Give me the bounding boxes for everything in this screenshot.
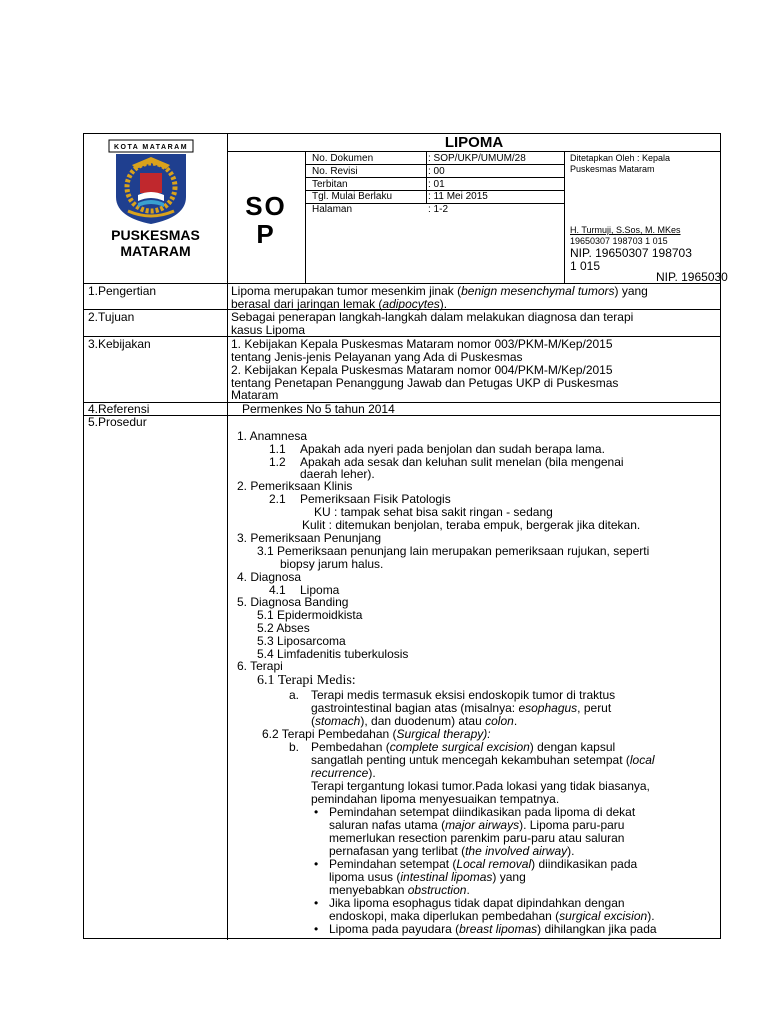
prosedur-pemeriksaan-klinis: 2. Pemeriksaan Klinis <box>237 479 353 493</box>
text-span: complete surgical excision <box>389 740 530 754</box>
prosedur-4-1: Lipoma <box>300 583 340 597</box>
prosedur-1-2-num: 1.2 <box>269 455 286 469</box>
meta-divider <box>564 151 565 283</box>
text-span: ). <box>439 297 448 311</box>
text-span: lipoma usus ( <box>329 870 401 884</box>
prosedur-6-1-a-line1: Terapi medis termasuk eksisi endoskopik tumor di traktus <box>311 688 616 702</box>
text-span: Local removal <box>456 857 532 871</box>
text-span: pernafasan yang terlibat ( <box>329 844 466 858</box>
prosedur-5-2: 5.2 Abses <box>257 621 310 635</box>
text-span: surgical excision <box>559 909 648 923</box>
prosedur-6-2-b-line4: Terapi tergantung lokasi tumor.Pada lokasi yang tidak biasanya, <box>311 779 650 793</box>
text-span: saluran nafas utama ( <box>329 818 446 832</box>
text-span: gastrointestinal bagian atas (misalnya: <box>311 701 519 715</box>
prosedur-1-1: Apakah ada nyeri pada benjolan dan sudah berapa lama. <box>300 442 605 456</box>
meta-value-terbitan: : 01 <box>428 179 445 190</box>
sop-divider <box>305 151 306 283</box>
bullet-1-line1: • Pemindahan setempat diindikasikan pada lipoma di dekat <box>329 806 635 819</box>
text-span: ) dihilangkan jika pada <box>537 922 657 936</box>
prosedur-kulit: Kulit : ditemukan benjolan, teraba empuk, bergerak jika ditekan. <box>302 518 641 532</box>
signatory-name: H. Turmuji, S.Sos, M. MKes <box>570 225 681 235</box>
kebijakan-line5: Mataram <box>231 388 279 402</box>
text-span: endoskopi, maka diperlukan pembedahan ( <box>329 909 560 923</box>
prosedur-6-2-b-line5: pemindahan lipoma menyesuaikan tempatnya. <box>311 792 560 806</box>
kota-mataram-logo <box>108 139 194 225</box>
text-span: recurrence <box>311 766 369 780</box>
prosedur-5-3: 5.3 Liposarcoma <box>257 634 346 648</box>
logo-text: KOTA MATARAM <box>113 144 189 151</box>
prosedur-5-1: 5.1 Epidermoidkista <box>257 608 363 622</box>
prosedur-2-1: Pemeriksaan Fisik Patologis <box>300 492 451 506</box>
text-span: major airways <box>445 818 520 832</box>
tujuan-line1: Sebagai penerapan langkah-langkah dalam melakukan diagnosa dan terapi <box>231 310 634 324</box>
ditetapkan-line1: Ditetapkan Oleh : Kepala <box>570 153 671 163</box>
prosedur-3-1a: 3.1 Pemeriksaan penunjang lain merupakan pemeriksaan rujukan, seperti <box>257 544 650 558</box>
prosedur-diagnosa-banding: 5. Diagnosa Banding <box>237 595 349 609</box>
text-span: colon <box>485 714 514 728</box>
text-span: ). <box>567 844 575 858</box>
text-span: Lipoma pada payudara ( <box>329 922 460 936</box>
signatory-nip-line2: 1 015 <box>570 259 601 273</box>
kebijakan-label: 3.Kebijakan <box>88 337 151 351</box>
meta-label-halaman: Halaman <box>312 204 353 215</box>
prosedur-3-1b: biopsy jarum halus. <box>280 557 384 571</box>
signatory-nip-cut: NIP. 1965030 <box>656 270 728 284</box>
text-span: . <box>466 883 470 897</box>
meta-value-dokumen: : SOP/UKP/UMUM/28 <box>428 153 526 164</box>
prosedur-1-2b: daerah leher). <box>300 467 375 481</box>
prosedur-anamnesa: 1. Anamnesa <box>237 429 308 443</box>
ditetapkan-line2: Puskesmas Mataram <box>570 164 655 174</box>
sop-label-line2: P <box>256 219 276 249</box>
text-span: the involved airway <box>465 844 568 858</box>
row-line <box>84 402 721 403</box>
meta-row-line <box>305 177 564 178</box>
text-span: . <box>513 714 518 728</box>
kebijakan-line1: 1. Kebijakan Kepala Puskesmas Mataram nomor 003/PKM-M/Kep/2015 <box>231 337 613 351</box>
text-span: adipocytes <box>382 297 440 311</box>
text-span: ). Lipoma paru-paru <box>519 818 625 832</box>
sop-label-line1: SO <box>245 191 287 221</box>
prosedur-6-2-b-num: b. <box>289 740 300 754</box>
prosedur-label: 5.Prosedur <box>88 415 147 429</box>
text-span: Surgical therapy): <box>396 727 491 741</box>
meta-label-revisi: No. Revisi <box>312 166 358 177</box>
row-line <box>84 415 721 416</box>
meta-value-halaman: : 1-2 <box>428 204 449 215</box>
text-span: Lipoma merupakan tumor mesenkim jinak ( <box>231 284 462 298</box>
kebijakan-line2: tentang Jenis-jenis Pelayanan yang Ada di Puskesmas <box>231 350 523 364</box>
text-span: ) dengan kapsul <box>529 740 616 754</box>
meta-value-tgl: : 11 Mei 2015 <box>428 191 488 202</box>
bullet-4-line1 <box>329 923 657 936</box>
tujuan-line2: kasus Lipoma <box>231 323 306 337</box>
referensi-label: 4.Referensi <box>88 402 150 416</box>
signatory-nip-small: 19650307 198703 1 015 <box>570 236 668 246</box>
sop-document <box>83 133 728 939</box>
prosedur-terapi: 6. Terapi <box>237 659 283 673</box>
prosedur-5-4: 5.4 Limfadenitis tuberkulosis <box>257 647 409 661</box>
kebijakan-line4: tentang Penetapan Penanggung Jawab dan Petugas UKP di Puskesmas <box>231 376 619 390</box>
prosedur-6-1-a-num: a. <box>289 688 300 702</box>
prosedur-penunjang: 3. Pemeriksaan Penunjang <box>237 531 382 545</box>
prosedur-ku: KU : tampak sehat bisa sakit ringan - sedang <box>314 505 553 519</box>
bullet-1-line3: memerlukan resection parenkim paru-paru atau saluran <box>329 831 625 845</box>
sop-label <box>227 192 305 248</box>
ditetapkan-oleh <box>570 153 670 175</box>
kebijakan-line3: 2. Kebijakan Kepala Puskesmas Mataram nomor 004/PKM-M/Kep/2015 <box>231 363 613 377</box>
prosedur-diagnosa: 4. Diagnosa <box>237 570 302 584</box>
prosedur-1-1-num: 1.1 <box>269 442 286 456</box>
text-span: ( <box>311 714 315 728</box>
column-divider <box>227 134 228 940</box>
text-span: menyebabkan <box>329 883 408 897</box>
tujuan-label: 2.Tujuan <box>88 310 135 324</box>
text-span: intestinal lipomas <box>400 870 493 884</box>
text-span: Pemindahan setempat ( <box>329 857 457 871</box>
meta-label-terbitan: Terbitan <box>312 179 348 190</box>
text-span: stomach <box>315 714 361 728</box>
referensi-text: Permenkes No 5 tahun 2014 <box>242 402 395 416</box>
org-name-line2: MATARAM <box>120 243 191 259</box>
text-span: breast lipomas <box>459 922 538 936</box>
text-span: obstruction <box>407 883 467 897</box>
bullet-3-line1: • Jika lipoma esophagus tidak dapat dipindahkan dengan <box>329 897 625 910</box>
org-name-line1: PUSKESMAS <box>111 227 200 243</box>
text-span: ), dan duodenum) atau <box>360 714 486 728</box>
document-title: LIPOMA <box>444 134 504 151</box>
signatory-nip-line1: NIP. 19650307 198703 <box>570 246 692 260</box>
text-span: benign mesenchymal tumors <box>461 284 615 298</box>
meta-row-line <box>305 164 564 165</box>
text-span: berasal dari jaringan lemak ( <box>231 297 383 311</box>
text-span: local <box>629 753 655 767</box>
text-span: ) diindikasikan pada <box>531 857 638 871</box>
prosedur-1-2a: Apakah ada sesak dan keluhan sulit menelan (bila mengenai <box>300 455 624 469</box>
prosedur-2-1-num: 2.1 <box>269 492 286 506</box>
text-span: ) yang <box>492 870 526 884</box>
meta-value-revisi: : 00 <box>428 166 445 177</box>
pengertian-label: 1.Pengertian <box>88 284 157 298</box>
text-span: sangatlah penting untuk mencegah kekambuhan setempat ( <box>311 753 630 767</box>
text-span: ) yang <box>614 284 648 298</box>
text-span: 6.2 Terapi Pembedahan ( <box>262 727 397 741</box>
org-name <box>84 227 227 259</box>
text-span: ). <box>647 909 655 923</box>
meta-label-tgl: Tgl. Mulai Berlaku <box>312 191 393 202</box>
title-divider <box>227 151 721 152</box>
prosedur-4-1-num: 4.1 <box>269 583 286 597</box>
text-span: ). <box>368 766 376 780</box>
text-span: , perut <box>577 701 612 715</box>
prosedur-terapi-medis: 6.1 Terapi Medis: <box>257 673 356 688</box>
text-span: esophagus <box>518 701 578 715</box>
text-span: Pembedahan ( <box>311 740 390 754</box>
meta-label-dokumen: No. Dokumen <box>312 153 374 164</box>
